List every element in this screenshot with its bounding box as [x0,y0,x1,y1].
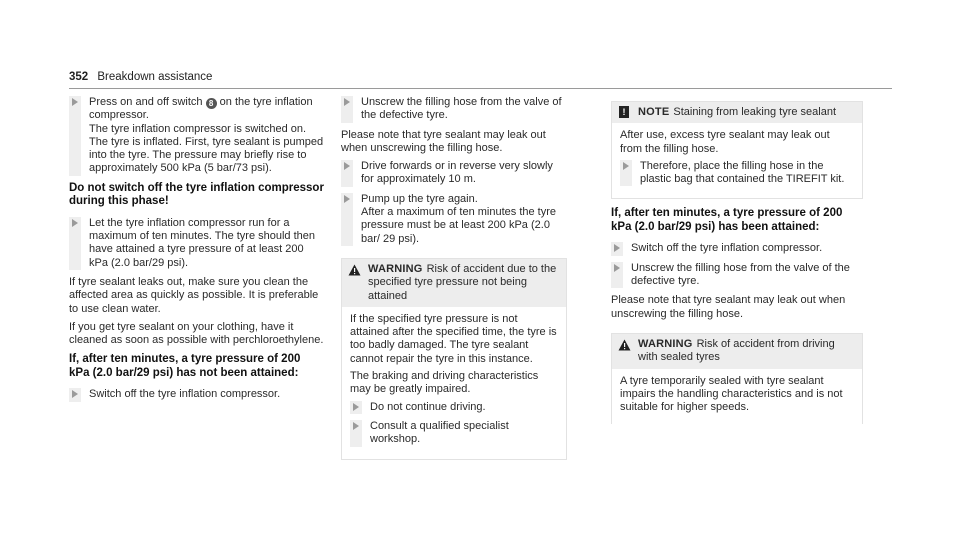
triangle-right-icon [611,242,623,255]
warning-triangle-icon [348,264,361,276]
subheading: If, after ten minutes, a tyre pressure of 200 kPa (2.0 bar/29 psi) has been attained: [611,207,843,233]
exclamation-icon: ! [619,106,629,118]
page-number: 352 [69,71,89,83]
column-3 [611,96,863,432]
note-header [612,102,862,123]
step-text: Pump up the tyre again. [361,192,478,205]
step-item [341,96,567,123]
paragraph: Please note that tyre sealant may leak out when unscrewing the filling hose. [341,128,546,154]
note-box [611,101,863,199]
step-text: Press on and off switch 8 on the tyre inflation compressor. [89,96,313,122]
column-2 [341,96,567,468]
warning-title: WARNING [368,262,423,275]
triangle-right-icon [620,160,632,187]
header-divider [69,88,892,89]
triangle-right-icon [341,160,353,187]
paragraph: After use, excess tyre sealant may leak out from the filling hose. [620,129,830,155]
warning-text: Risk of accident due to the specified tyre pressure not being attained [368,262,557,302]
step-text: Unscrew the filling hose from the valve of the defective tyre. [361,96,562,122]
note-body [612,123,862,198]
warning-triangle-icon [618,339,631,351]
warning-text: Risk of accident from driving with sealed tyres [638,337,835,364]
note-text: Staining from leaking tyre sealant [673,106,837,118]
step-text: Therefore, place the filling hose in the plastic bag that contained the TIREFIT kit. [640,159,845,186]
subheading: If, after ten minutes, a tyre pressure of 200 kPa (2.0 bar/29 psi) has not been attained: [69,353,301,379]
switch-number-badge: 8 [206,98,217,109]
step-item [341,193,567,246]
section-title: Breakdown assistance [97,71,213,83]
paragraph: Please note that tyre sealant may leak out when unscrewing the filling hose. [611,294,846,320]
step-detail: The tyre inflation compressor is switched on. The tyre is inflated. First, tyre sealant is pumped into the tyre. The pressure may briefly rise to approximately 500 kPa (5 bar/73 psi). [89,122,324,175]
note-title: NOTE [638,106,670,118]
step-text: Let the tyre inflation compressor run for a maximum of ten minutes. The tyre should then have attained a tyre pressure of at least 200 kPa (2.0 bar/29 psi). [89,216,316,269]
triangle-right-icon [341,96,353,123]
warning-body [342,307,566,459]
step-item [611,242,863,255]
triangle-right-icon [341,193,353,246]
triangle-right-icon [69,388,81,401]
step-text: Drive forwards or in reverse very slowly for approximately 10 m. [361,160,553,186]
step-item [350,420,558,447]
step-text: Unscrew the filling hose from the valve of the defective tyre. [631,261,850,288]
step-item [69,96,324,176]
column-1 [69,96,324,408]
triangle-right-icon [350,401,362,414]
warning-box [341,258,567,460]
step-item [69,217,324,270]
paragraph: If tyre sealant leaks out, make sure you clean the affected area as quickly as possible. It is preferable to use clean water. [69,275,319,315]
paragraph: A tyre temporarily sealed with tyre sealant impairs the handling characteristics and is not suitable for higher speeds. [620,374,843,414]
warning-body [612,369,862,425]
subheading: Do not switch off the tyre inflation compressor during this phase! [69,181,324,208]
triangle-right-icon [69,217,81,270]
step-text: Switch off the tyre inflation compressor. [89,388,281,401]
step-text: Do not continue driving. [370,400,486,413]
step-item [69,388,324,401]
warning-header [342,259,566,307]
paragraph: If the specified tyre pressure is not attained after the specified time, the tyre is too badly damaged. The tyre sealant cannot repair the tyre in this instance. [350,312,557,365]
warning-header [612,334,862,369]
warning-title: WARNING [638,337,693,350]
warning-box [611,333,863,424]
step-detail: After a maximum of ten minutes the tyre pressure must be at least 200 kPa (2.0 bar/ 29 psi). [361,206,557,245]
triangle-right-icon [611,262,623,289]
step-item [611,262,863,289]
step-text: Switch off the tyre inflation compressor. [631,242,823,255]
step-item [620,160,854,187]
step-item [341,160,567,187]
page-header [69,71,212,83]
triangle-right-icon [69,96,81,176]
paragraph: If you get tyre sealant on your clothing, have it cleaned as soon as possible with perchloroethylene. [69,320,324,347]
step-item [350,401,558,414]
triangle-right-icon [350,420,362,447]
paragraph: The braking and driving characteristics may be greatly impaired. [350,370,539,396]
step-text: Consult a qualified specialist workshop. [370,419,509,446]
